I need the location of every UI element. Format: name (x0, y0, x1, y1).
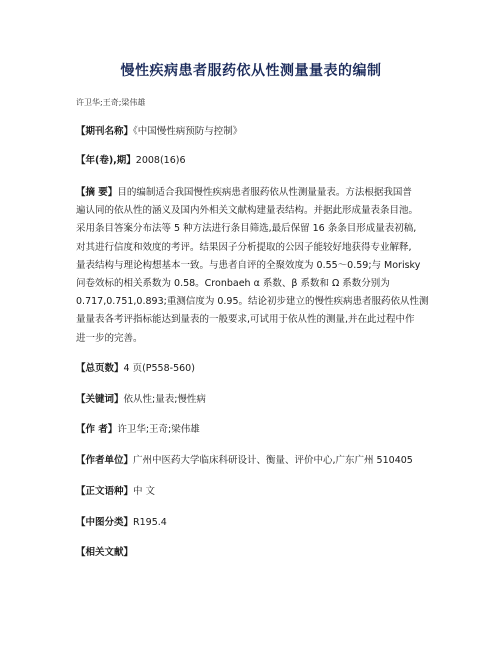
page-title: 慢性疾病患者服药依从性测量量表的编制 (120, 63, 382, 79)
abstract-line: 量量表各考评指标能达到量表的一般要求,可试用于依从性的测量,并在此过程中作 (76, 314, 415, 326)
language-value: 中 文 (133, 486, 156, 497)
keywords-value: 依从性;量表;慢性病 (123, 394, 206, 405)
abstract-line: 采用条目答案分布法等 5 种方法进行条目筛选,最后保留 16 条条目形成量表初稿, (76, 223, 417, 235)
journal-value: 《中国慢性病预防与控制》 (133, 126, 243, 137)
classification-label: 【中图分类】 (76, 517, 134, 528)
language-label: 【正文语种】 (76, 486, 134, 497)
header-authors: 许卫华;王奇;梁伟雄 (76, 98, 146, 107)
keywords-field (76, 391, 206, 409)
year-issue-field (76, 152, 186, 170)
abstract-block (76, 184, 432, 348)
abstract-line: 进一步的完善。 (76, 332, 143, 344)
abstract-line: 遍认同的依从性的涵义及国内外相关文献构建量表结构。并据此形成量表条目池。 (76, 205, 419, 217)
year-issue-label: 【年(卷),期】 (76, 155, 136, 166)
author-value: 许卫华;王奇;梁伟雄 (117, 424, 200, 435)
author-field (76, 421, 200, 439)
affiliation-value: 广州中医药大学临床科研设计、衡量、评价中心,广东广州 510405 (133, 455, 413, 466)
abstract-line: 问卷效标的相关系数为 0.58。Cronbaeh α 系数、β 系数和 Ω 系数分别为 (76, 278, 390, 290)
language-field (76, 483, 155, 501)
classification-value: R195.4 (133, 517, 167, 528)
abstract-text: 目的编制适合我国慢性疾病患者服药依从性测量量表。方法根据我国普 (117, 187, 412, 198)
pages-value: 4 页(P558-560) (123, 363, 195, 374)
year-issue-value: 2008(16)6 (135, 155, 186, 166)
affiliation-field (76, 452, 413, 470)
pages-label: 【总页数】 (76, 363, 124, 374)
journal-field (76, 123, 242, 141)
abstract-line (76, 184, 432, 202)
pages-field (76, 360, 195, 378)
abstract-line: 对其进行信度和效度的考评。结果因子分析提取的公因子能较好地获得专业解释, (76, 241, 412, 253)
author-label: 【作 者】 (76, 424, 118, 435)
keywords-label: 【关键词】 (76, 394, 124, 405)
abstract-label: 【摘 要】 (76, 187, 118, 198)
related-label: 【相关文献】 (76, 547, 134, 558)
abstract-line: 0.717,0.751,0.893;重测信度为 0.95。结论初步建立的慢性疾病患者服药依从性测 (76, 296, 429, 308)
abstract-line: 量表结构与理论构想基本一致。与患者自评的全聚效度为 0.55～0.59;与 Morisky (76, 259, 421, 271)
related-field (76, 544, 133, 562)
journal-label: 【期刊名称】 (76, 126, 134, 137)
affiliation-label: 【作者单位】 (76, 455, 134, 466)
classification-field (76, 514, 167, 532)
